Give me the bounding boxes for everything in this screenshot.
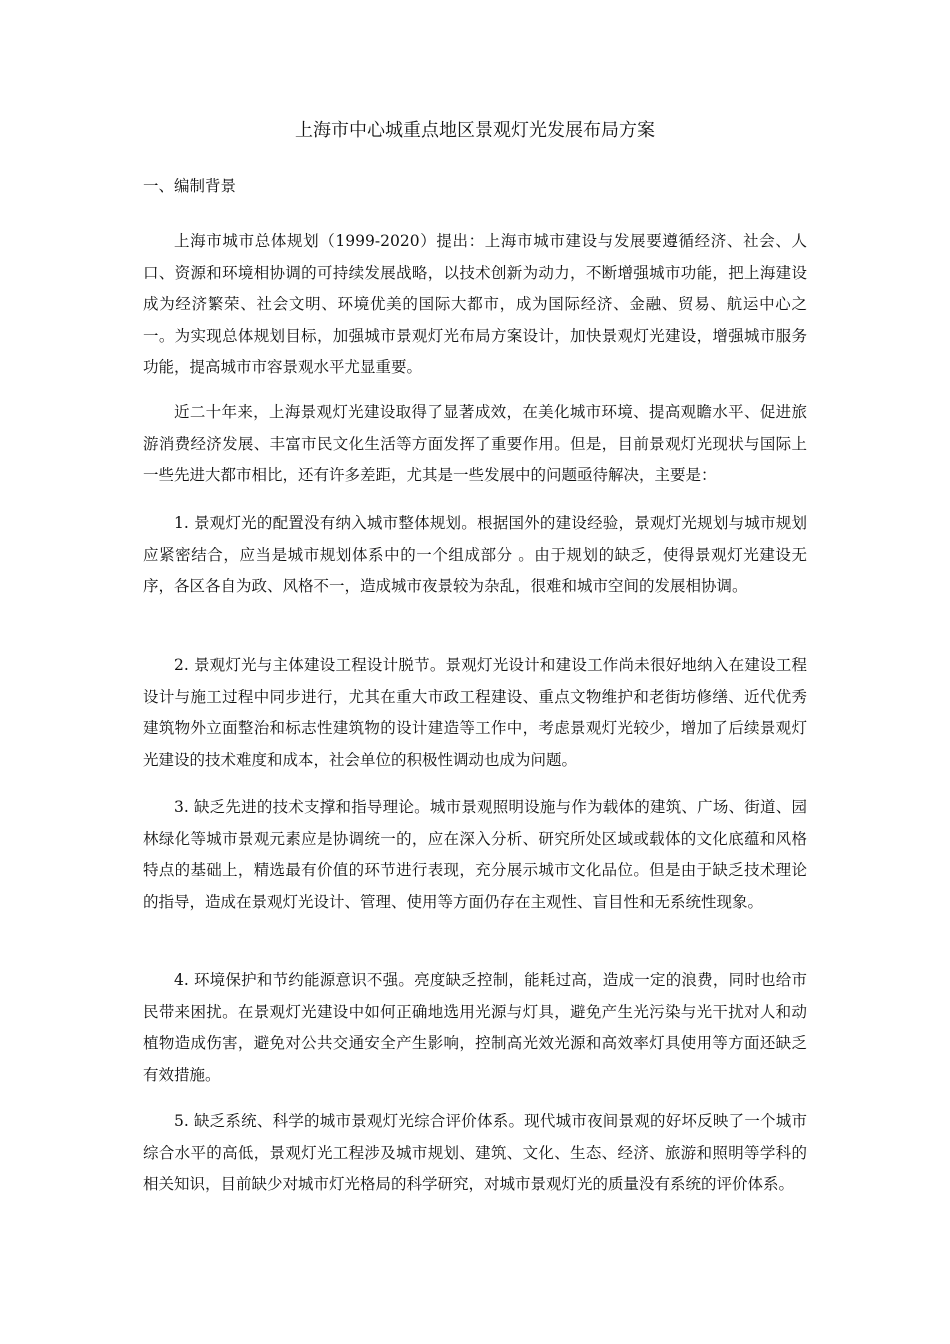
paragraph-achievements: 近二十年来，上海景观灯光建设取得了显著成效，在美化城市环境、提高观瞻水平、促进旅游消费经济发展、丰富市民文化生活等方面发挥了重要作用。但是，目前景观灯光现状与国际上一些先进大都市相比，还有许多差距，尤其是一些发展中的问题亟待解决，主要是： [143,403,807,484]
document-title: 上海市中心城重点地区景观灯光发展布局方案 [295,120,655,141]
paragraph-issue-1: 1. 景观灯光的配置没有纳入城市整体规划。根据国外的建设经验，景观灯光规划与城市规划应紧密结合，应当是城市规划体系中的一个组成部分 。由于规划的缺乏，使得景观灯光建设无序，各区各自为政、风格不一，造成城市夜景较为杂乱，很难和城市空间的发展相协调。 [143,514,807,595]
paragraph-issue-3: 3. 缺乏先进的技术支撑和指导理论。城市景观照明设施与作为载体的建筑、广场、街道、园林绿化等城市景观元素应是协调统一的，应在深入分析、研究所处区域或载体的文化底蕴和风格特点的基础上，精选最有价值的环节进行表现，充分展示城市文化品位。但是由于缺乏技术理论的指导，造成在景观灯光设计、管理、使用等方面仍存在主观性、盲目性和无系统性现象。 [143,798,807,911]
section-heading: 一、编制背景 [143,177,237,195]
paragraph-issue-2: 2. 景观灯光与主体建设工程设计脱节。景观灯光设计和建设工作尚未很好地纳入在建设工程设计与施工过程中同步进行，尤其在重大市政工程建设、重点文物维护和老街坊修缮、近代优秀建筑物外立面整治和标志性建筑物的设计建造等工作中，考虑景观灯光较少，增加了后续景观灯光建设的技术难度和成本，社会单位的积极性调动也成为问题。 [143,656,807,769]
paragraph-planning-background: 上海市城市总体规划（1999-2020）提出：上海市城市建设与发展要遵循经济、社会、人口、资源和环境相协调的可持续发展战略，以技术创新为动力，不断增强城市功能，把上海建设成为经济繁荣、社会文明、环境优美的国际大都市，成为国际经济、金融、贸易、航运中心之一。为实现总体规划目标，加强城市景观灯光布局方案设计，加快景观灯光建设，增强城市服务功能，提高城市市容景观水平尤显重要。 [143,232,807,376]
paragraph-issue-5: 5. 缺乏系统、科学的城市景观灯光综合评价体系。现代城市夜间景观的好坏反映了一个城市综合水平的高低，景观灯光工程涉及城市规划、建筑、文化、生态、经济、旅游和照明等学科的相关知识，目前缺少对城市灯光格局的科学研究，对城市景观灯光的质量没有系统的评价体系。 [143,1112,807,1193]
paragraph-issue-4: 4. 环境保护和节约能源意识不强。亮度缺乏控制，能耗过高，造成一定的浪费，同时也给市民带来困扰。在景观灯光建设中如何正确地选用光源与灯具，避免产生光污染与光干扰对人和动植物造成伤害，避免对公共交通安全产生影响，控制高光效光源和高效率灯具使用等方面还缺乏有效措施。 [143,971,807,1084]
